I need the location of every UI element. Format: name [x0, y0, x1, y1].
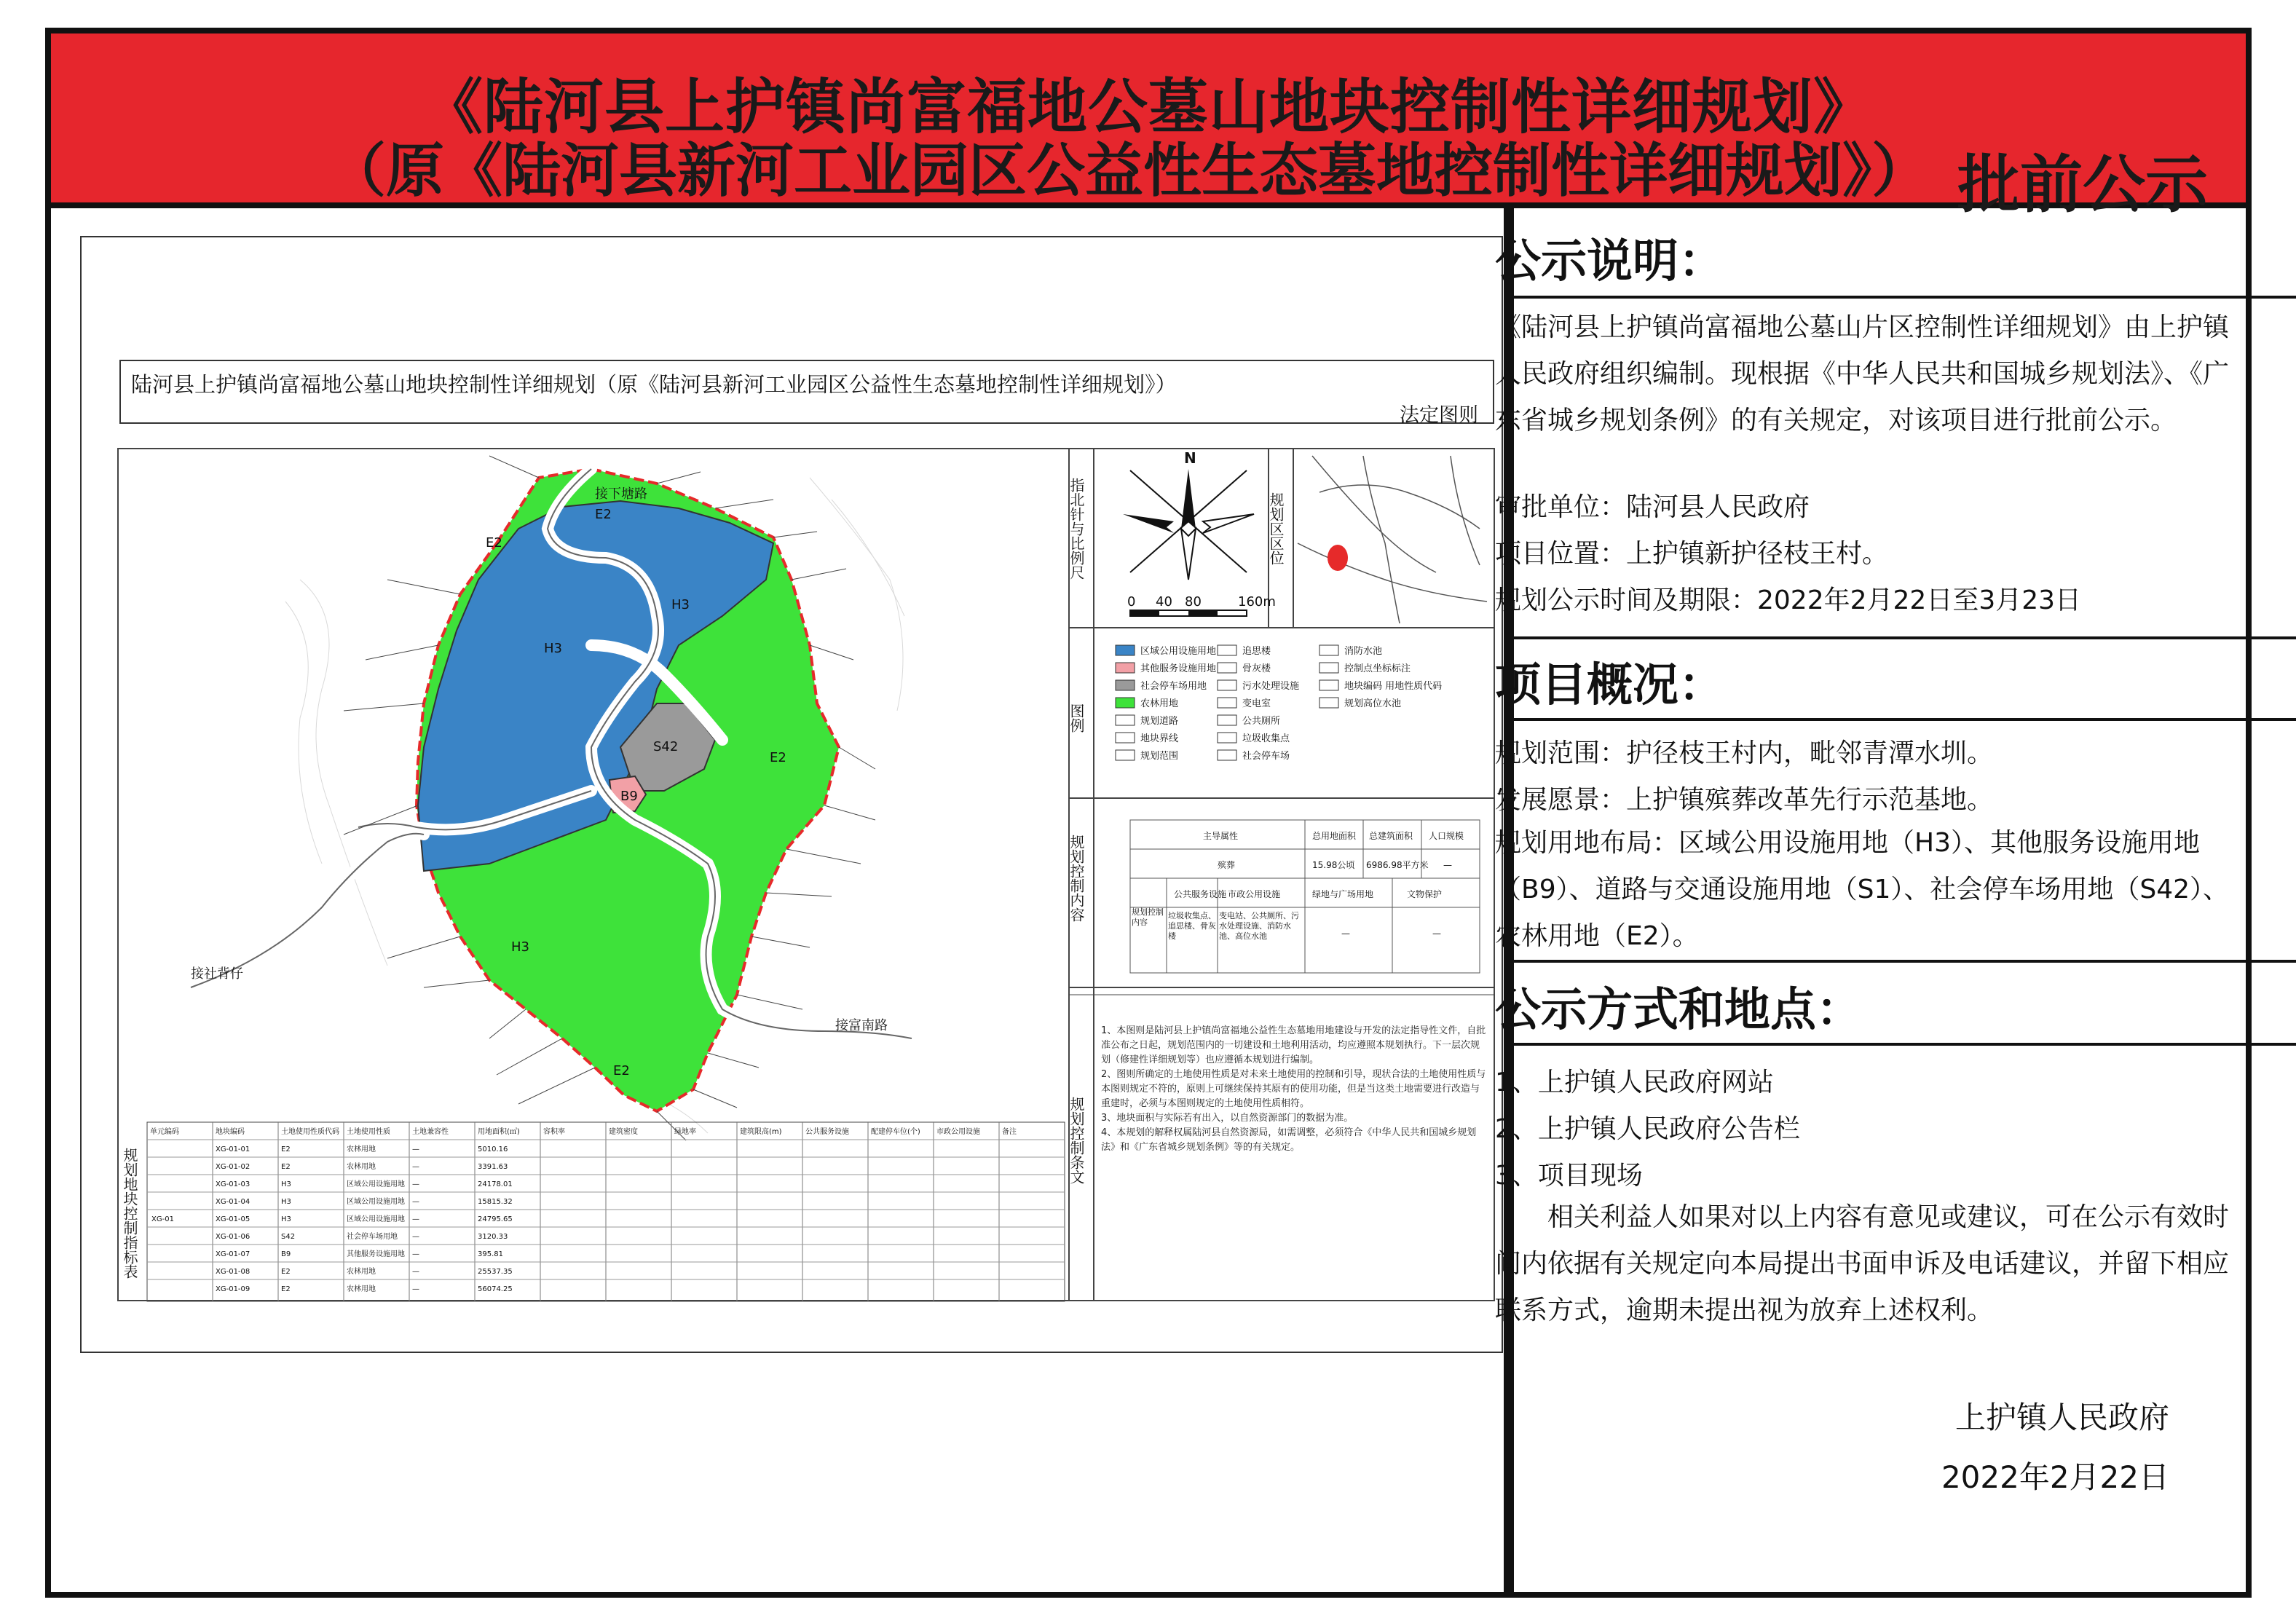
content-cell: — [1341, 928, 1350, 939]
notice-body: 《陆河县上护镇尚富福地公墓山片区控制性详细规划》由上护镇人民政府组织编制。现根据《中华人民共和国城乡规划法》、《广东省城乡规划条例》的有关规定，对该项目进行批前公示。 [1495, 312, 2230, 435]
side-label-legend: 图例 [1068, 703, 1085, 733]
side-label-content: 规划控制内容 [1068, 835, 1085, 922]
signature-org: 上护镇人民政府 [1954, 1400, 2169, 1435]
legend-swatch [1319, 680, 1338, 690]
index-cell: — [412, 1233, 419, 1241]
legend-label: 消防水池 [1344, 646, 1383, 657]
zone-label-e2: E2 [595, 507, 612, 522]
content-cell: 市政公用设施 [1228, 889, 1281, 899]
legend [1116, 645, 1442, 762]
legend-label: 控制点坐标标注 [1344, 663, 1411, 674]
index-cell: XG-01-09 [216, 1285, 250, 1293]
index-header: 用地面积(㎡) [478, 1128, 520, 1136]
legend-label: 地块编码 用地性质代码 [1344, 681, 1443, 692]
index-cell: 区域公用设施用地 [347, 1198, 405, 1206]
index-header: 建筑限高(m) [740, 1128, 782, 1136]
index-cell: — [412, 1250, 419, 1258]
index-cell: 农林用地 [347, 1285, 376, 1293]
legend-label: 其他服务设施用地 [1140, 663, 1217, 674]
index-cell: S42 [281, 1233, 296, 1241]
index-cell: — [412, 1215, 419, 1223]
index-cell: XG-01-07 [216, 1250, 250, 1258]
legend-label: 农林用地 [1140, 698, 1179, 709]
legend-swatch [1218, 645, 1236, 655]
index-cell: 其他服务设施用地 [347, 1250, 405, 1258]
index-cell: XG-01-06 [216, 1233, 250, 1241]
index-cell: 农林用地 [347, 1145, 376, 1153]
index-cell: — [412, 1285, 419, 1293]
content-cell: 人口规模 [1429, 831, 1464, 841]
overview-layout: 规划用地布局：区域公用设施用地（H3）、其他服务设施用地（B9）、道路与交通设施用地（S1）、社会停车场用地（S42）、农林用地（E2）。 [1495, 828, 2230, 951]
scale-bar [1130, 610, 1247, 616]
legend-label: 变电室 [1242, 698, 1271, 709]
index-cell: XG-01-01 [216, 1145, 250, 1153]
index-cell: 农林用地 [347, 1163, 376, 1171]
north-arrow-icon [1123, 469, 1254, 580]
clause: 4、本规划的解释权属陆河县自然资源局，如需调整，必须符合《中华人民共和国城乡规划法》和《广东省城乡规划条例》等的有关规定。 [1101, 1127, 1477, 1153]
side-label-clauses: 规划控制条文 [1068, 1097, 1085, 1184]
content-cell: 变电站、公共厕所、污水处理设施、消防水池、高位水池 [1219, 911, 1299, 941]
legend-swatch [1218, 750, 1236, 760]
method-heading: 公示方式和地点： [1495, 983, 1862, 1036]
index-cell: 农林用地 [347, 1268, 376, 1276]
index-header: 公共服务设施 [805, 1128, 849, 1136]
index-cell: — [412, 1268, 419, 1276]
zone-label-h3: H3 [671, 597, 690, 612]
index-header: 备注 [1002, 1128, 1017, 1136]
notice-heading: 公示说明： [1495, 234, 1724, 288]
index-cell: 15815.32 [478, 1198, 513, 1206]
zone-label-h3: H3 [511, 939, 529, 955]
banner-title-line1: 《陆河县上护镇尚富福地公墓山地块控制性详细规划》 [422, 73, 1874, 142]
index-cell: — [412, 1163, 419, 1171]
signature-date: 2022年2月22日 [1941, 1459, 2169, 1495]
clause: 3、地块面积与实际若有出入，以自然资源部门的数据为准。 [1101, 1113, 1354, 1124]
index-cell: E2 [281, 1145, 291, 1153]
scale-tick: 40 [1156, 594, 1172, 610]
index-header: 土地兼容性 [412, 1128, 449, 1136]
index-cell: 5010.16 [478, 1145, 508, 1153]
index-cell: 区域公用设施用地 [347, 1180, 405, 1188]
legend-swatch [1319, 663, 1338, 673]
index-cell: — [412, 1145, 419, 1153]
road-label: 接社背仔 [191, 966, 243, 982]
side-label-index: 规划地块控制指标表 [121, 1148, 138, 1279]
divider [1513, 636, 2296, 639]
clause: 1、本图则是陆河县上护镇尚富福地公益性生态墓地用地建设与开发的法定指导性文件，自批准公布之日起，规划范围内的一切建设和土地利用活动，均应遵照本规划执行。下一层次规划（修建性详细规划等）也应遵循本规划进行编制。 [1101, 1025, 1486, 1065]
notice-board-frame [45, 28, 2252, 1598]
content-cell: — [1443, 860, 1452, 870]
index-header: 配建停车位(个) [871, 1128, 920, 1136]
banner-title-line2: （原《陆河县新河工业园区公益性生态墓地控制性详细规划》） [328, 137, 1930, 205]
content-cell: 公共服务设施 [1174, 889, 1227, 899]
legend-label: 骨灰楼 [1242, 663, 1271, 674]
legend-swatch [1116, 733, 1135, 743]
banner-badge: 批前公示 [1957, 149, 2208, 221]
index-cell: XG-01-04 [216, 1198, 250, 1206]
index-cell: 24178.01 [478, 1180, 513, 1188]
content-cell: 绿地与广场用地 [1312, 889, 1374, 899]
index-cell: 区域公用设施用地 [347, 1215, 405, 1223]
index-cell: 395.81 [478, 1250, 503, 1258]
index-cell: XG-01-03 [216, 1180, 250, 1188]
legend-label: 社会停车场用地 [1140, 681, 1207, 692]
index-header: 市政公用设施 [936, 1128, 980, 1136]
index-cell: E2 [281, 1268, 291, 1276]
legend-swatch [1116, 680, 1135, 690]
index-cell: 25537.35 [478, 1268, 513, 1276]
divider [1513, 718, 2296, 721]
zone-label-s42: S42 [653, 739, 679, 754]
index-cell: H3 [281, 1180, 291, 1188]
notice-location: 项目位置：上护镇新护径枝王村。 [1495, 539, 1889, 569]
zone-label-b9: B9 [620, 789, 638, 804]
side-label-north: 指北针与比例尺 [1068, 478, 1085, 580]
legend-swatch [1116, 698, 1135, 708]
index-header: 土地使用性质代码 [281, 1128, 339, 1136]
legend-label: 地块界线 [1140, 733, 1179, 744]
legend-label: 规划范围 [1140, 751, 1179, 762]
legend-label: 公共厕所 [1242, 716, 1281, 727]
side-label-location: 规划区区位 [1267, 492, 1285, 565]
legend-swatch [1116, 715, 1135, 725]
zone-label-e2: E2 [770, 750, 786, 765]
zone-label-e2: E2 [613, 1063, 630, 1078]
content-cell: 6986.98平方米 [1366, 860, 1429, 870]
content-cell: 文物保护 [1407, 889, 1443, 899]
legend-label: 规划高位水池 [1344, 698, 1402, 709]
content-cell: 垃圾收集点、追思楼、骨灰楼 [1168, 911, 1216, 941]
index-cell: — [412, 1180, 419, 1188]
clauses [1101, 1024, 1487, 1155]
index-table [147, 1122, 1065, 1301]
divider [1513, 960, 2296, 963]
legend-label: 污水处理设施 [1242, 681, 1300, 692]
legend-swatch [1319, 645, 1338, 655]
index-header: 绿地率 [674, 1128, 696, 1136]
method-item: 2、上护镇人民政府公告栏 [1495, 1114, 1800, 1144]
divider [1513, 296, 2296, 299]
drawing-subtitle: 法定图则 [1400, 404, 1478, 427]
legend-label: 规划道路 [1140, 716, 1179, 727]
index-cell: 3120.33 [478, 1233, 508, 1241]
legend-swatch [1218, 733, 1236, 743]
index-cell: 社会停车场用地 [347, 1233, 398, 1241]
scale-tick: 80 [1185, 594, 1202, 610]
index-cell: E2 [281, 1163, 291, 1171]
location-map [1298, 456, 1487, 623]
index-header: 单元编码 [150, 1128, 179, 1136]
legend-swatch [1218, 663, 1236, 673]
overview-scope: 规划范围：护径枝王村内，毗邻青潭水圳。 [1495, 738, 1994, 768]
content-cell: 主导属性 [1203, 831, 1239, 841]
content-side: 规划控制内容 [1132, 907, 1164, 927]
scale-tick: 0 [1127, 594, 1136, 610]
index-cell: E2 [281, 1285, 291, 1293]
index-cell: H3 [281, 1215, 291, 1223]
index-cell: XG-01-08 [216, 1268, 250, 1276]
index-cell: XG-01-05 [216, 1215, 250, 1223]
index-cell: 56074.25 [478, 1285, 513, 1293]
legend-label: 区域公用设施用地 [1140, 646, 1217, 657]
road-label: 接下塘路 [595, 486, 647, 502]
zone-label-h3: H3 [544, 641, 562, 656]
index-cell: XG-01-02 [216, 1163, 250, 1171]
legend-label: 垃圾收集点 [1242, 733, 1290, 744]
legend-swatch [1116, 750, 1135, 760]
content-cell: 总用地面积 [1312, 831, 1357, 841]
index-cell: 24795.65 [478, 1215, 513, 1223]
drawing-svg [82, 237, 1502, 1352]
index-cell: H3 [281, 1198, 291, 1206]
method-item: 1、上护镇人民政府网站 [1495, 1068, 1774, 1097]
clause: 2、图则所确定的土地使用性质是对未来土地使用的控制和引导，现状合法的土地使用性质与本图则规定不符的，原则上可继续保持其原有的使用功能，但是当这类土地需要进行改造与重建时，必须与本图则规定的土地使用性质相符。 [1101, 1069, 1486, 1109]
legend-label: 社会停车场 [1242, 751, 1290, 762]
index-cell: 3391.63 [478, 1163, 508, 1171]
content-cell: — [1432, 928, 1441, 939]
legend-swatch [1116, 663, 1135, 673]
scale-tick: 160m [1238, 594, 1276, 610]
notice-approval: 审批单位：陆河县人民政府 [1495, 492, 1810, 522]
content-cell: 总建筑面积 [1369, 831, 1413, 841]
road-label: 接富南路 [835, 1018, 888, 1033]
method-item: 3、项目现场 [1495, 1161, 1643, 1191]
divider [1513, 1043, 2296, 1046]
legend-swatch [1218, 715, 1236, 725]
title-banner [51, 33, 2246, 221]
north-letter: N [1184, 449, 1196, 467]
index-cell: — [412, 1198, 419, 1206]
location-marker [1328, 545, 1348, 571]
method-body: 相关利益人如果对以上内容有意见或建议，可在公示有效时间内依据有关规定向本局提出书面申诉及电话建议，并留下相应联系方式，逾期未提出视为放弃上述权利。 [1495, 1202, 2230, 1325]
index-header: 地块编码 [216, 1128, 245, 1136]
legend-swatch [1218, 680, 1236, 690]
index-unit-code: XG-01 [151, 1215, 174, 1223]
legend-swatch [1116, 645, 1135, 655]
index-header: 建筑密度 [609, 1128, 638, 1136]
index-header: 容积率 [543, 1128, 565, 1136]
legend-label: 追思楼 [1242, 646, 1271, 657]
drawing-title: 陆河县上护镇尚富福地公墓山地块控制性详细规划（原《陆河县新河工业园区公益性生态墓地控制性详细规划》） [131, 372, 1177, 397]
notice-period: 规划公示时间及期限：2022年2月22日至3月23日 [1495, 585, 2082, 615]
index-cell: B9 [281, 1250, 291, 1258]
overview-heading: 项目概况： [1495, 658, 1724, 711]
legend-swatch [1319, 698, 1338, 708]
content-cell: 殡葬 [1218, 860, 1236, 870]
planning-drawing [80, 236, 1503, 1353]
overview-vision: 发展愿景：上护镇殡葬改革先行示范基地。 [1495, 785, 1994, 815]
index-header: 土地使用性质 [347, 1128, 390, 1136]
content-cell: 15.98公顷 [1312, 860, 1355, 870]
zone-label-e2: E2 [486, 535, 502, 551]
legend-swatch [1218, 698, 1236, 708]
